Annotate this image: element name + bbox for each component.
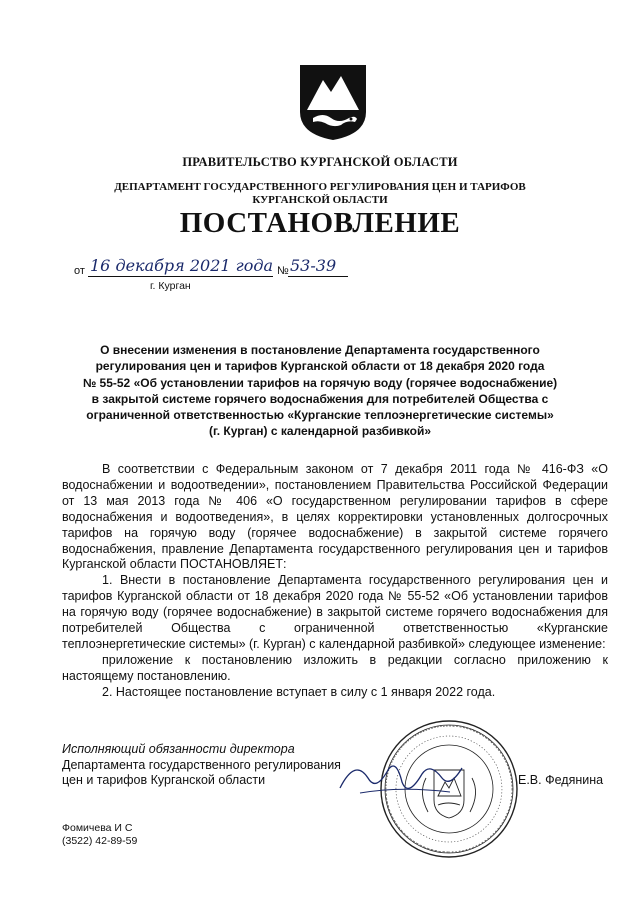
department-line-2: КУРГАНСКОЙ ОБЛАСТИ (252, 194, 388, 206)
subject-line: (г. Курган) с календарной разбивкой» (208, 424, 432, 439)
dateline (74, 258, 354, 298)
handwritten-signature (330, 748, 470, 808)
number-handwritten: 53-39 (290, 256, 337, 275)
subject-line: № 55-52 «Об установлении тарифов на горячую воду (горячее водоснабжение) (82, 375, 558, 390)
document-subject (60, 342, 580, 440)
number-label: № (277, 265, 289, 277)
body-paragraph-item-1: 1. Внести в постановление Департамента государственного регулирования цен и тарифов Курганской области от 18 декабря 2020 года № 55-52 «Об установлении тарифов на горячую воду (горячее водоснабжение) в закрытой системе горячего водоснабжения для потребителей Общества с ограниченной ответственностью «Курганские теплоэнергетические системы» (г. Курган) с календарной разбивкой» следующее изменение: (62, 573, 608, 651)
body-paragraph-change: приложение к постановлению изложить в редакции согласно приложению к настоящему постановлению. (62, 652, 608, 683)
executor-info (62, 822, 137, 848)
signatory-role: Исполняющий обязанности директора (62, 742, 295, 756)
executor-phone: (3522) 42-89-59 (62, 835, 138, 847)
document-type-title: ПОСТАНОВЛЕНИЕ (179, 207, 461, 239)
city-label: г. Курган (150, 280, 191, 292)
signatory-name: Е.В. Федянина (518, 773, 604, 787)
signatory-org-line-2: цен и тарифов Курганской области (62, 773, 266, 787)
date-underline (88, 276, 273, 277)
signature-block (62, 742, 341, 789)
coat-of-arms-icon (297, 62, 369, 142)
department-name (0, 181, 640, 207)
subject-line: О внесении изменения в постановление Департамента государственного (100, 343, 540, 357)
executor-name: Фомичева И С (62, 822, 133, 834)
body-paragraph-item-2: 2. Настоящее постановление вступает в силу с 1 января 2022 года. (102, 684, 496, 699)
body-paragraph-preamble: В соответствии с Федеральным законом от 7 декабря 2011 года № 416-ФЗ «О водоснабжении и водоотведении», постановлением Правительства Российской Федерации от 13 мая 2013 года № 406 «О государственном регулировании тарифов в сфере водоснабжения и водоотведения», в целях корректировки установленных долгосрочных тарифов на горячую воду (горячее водоснабжение) в закрытой системе горячего водоснабжения, правление Департамента государственного регулирования цен и тарифов Курганской области ПОСТАНОВЛЯЕТ: (62, 462, 608, 572)
date-from-label: от (74, 265, 85, 277)
department-line-1: ДЕПАРТАМЕНТ ГОСУДАРСТВЕННОГО РЕГУЛИРОВАНИЯ ЦЕН И ТАРИФОВ (114, 181, 526, 193)
government-name: ПРАВИТЕЛЬСТВО КУРГАНСКОЙ ОБЛАСТИ (182, 155, 458, 169)
date-handwritten: 16 декабря 2021 года (90, 256, 274, 275)
document-body (62, 462, 608, 701)
subject-line: регулирования цен и тарифов Курганской области от 18 декабря 2020 года (95, 359, 545, 374)
number-underline (288, 276, 348, 277)
subject-line: в закрытой системе горячего водоснабжения для потребителей Общества с (91, 391, 549, 406)
subject-line: ограниченной ответственностью «Курганские теплоэнергетические системы» (86, 408, 554, 423)
signatory-org-line-1: Департамента государственного регулирования (62, 757, 341, 772)
